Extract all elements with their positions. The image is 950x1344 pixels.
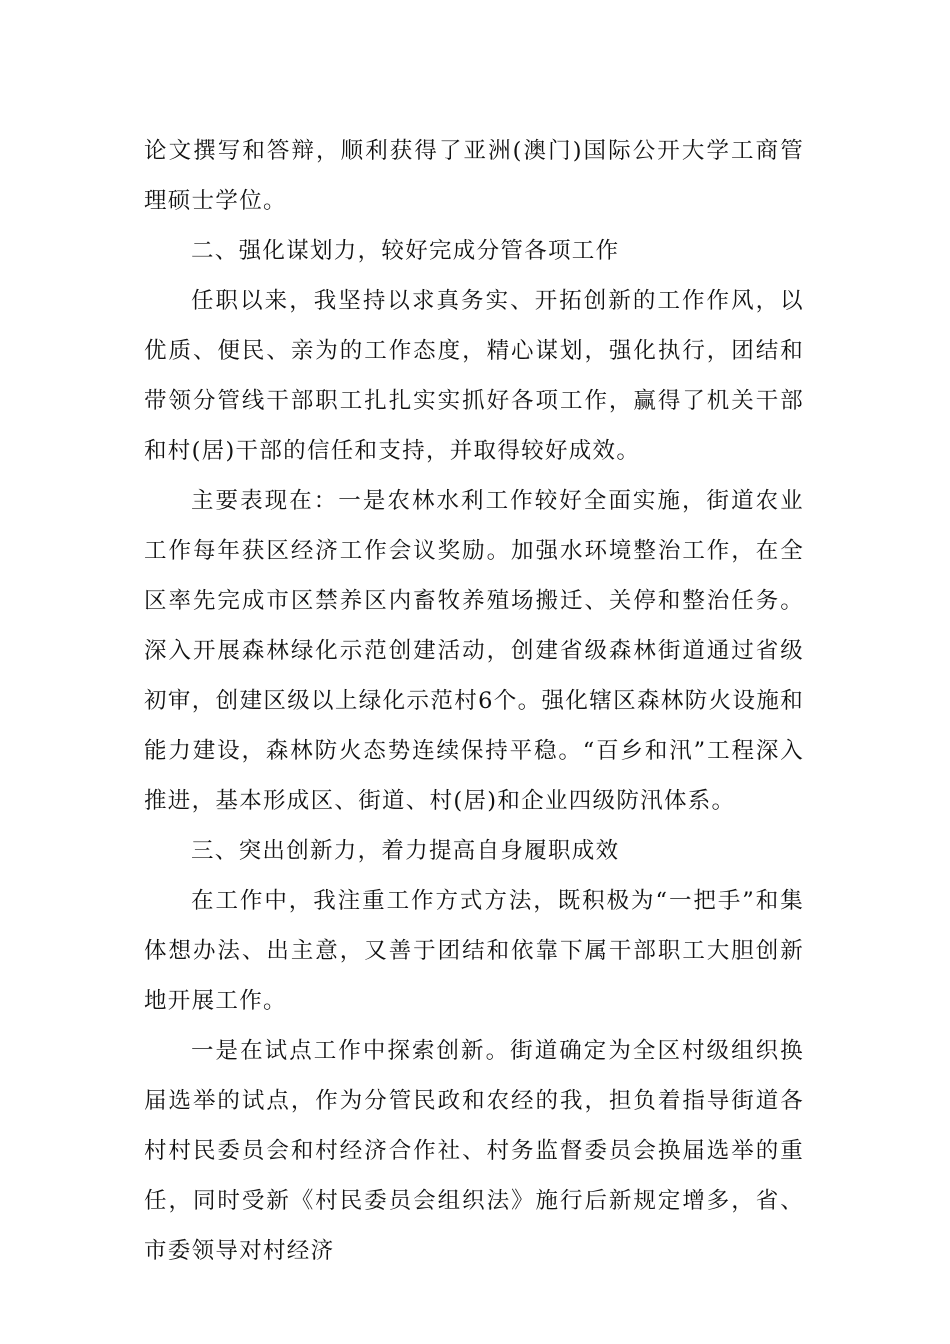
paragraph-pilot-innovation: 一是在试点工作中探索创新。街道确定为全区村级组织换届选举的试点，作为分管民政和农经的我，担负着指导街道各村村民委员会和村经济合作社、村务监督委员会换届选举的重任，同时受新《村民委员会组织法》施行后新规定增多，省、市委领导对村经济: [144, 1038, 804, 1264]
paragraph-main-achievements: 主要表现在：一是农林水利工作较好全面实施，街道农业工作每年获区经济工作会议奖励。加强水环境整治工作，在全区率先完成市区禁养区内畜牧养殖场搬迁、关停和整治任务。深入开展森林绿化示范创建活动，创建省级森林街道通过省级初审，创建区级以上绿化示范村6个。强化辖区森林防火设施和能力建设，森林防火态势连续保持平稳。“百乡和汛”工程深入推进，基本形成区、街道、村(居)和企业四级防汛体系。: [144, 488, 804, 814]
document-body: [144, 126, 804, 1276]
section-heading-planning: 二、强化谋划力，较好完成分管各项工作: [191, 238, 620, 264]
section-heading-innovation: 三、突出创新力，着力提高自身履职成效: [191, 838, 620, 864]
paragraph-work-style: 任职以来，我坚持以求真务实、开拓创新的工作作风，以优质、便民、亲为的工作态度，精心谋划，强化执行，团结和带领分管线干部职工扎扎实实抓好各项工作，赢得了机关干部和村(居)干部的信任和支持，并取得较好成效。: [144, 288, 804, 464]
paragraph-work-methods: 在工作中，我注重工作方式方法，既积极为“一把手”和集体想办法、出主意，又善于团结和依靠下属干部职工大胆创新地开展工作。: [144, 888, 804, 1014]
paragraph-degree-continuation: 论文撰写和答辩，顺利获得了亚洲(澳门)国际公开大学工商管理硕士学位。: [144, 138, 804, 214]
